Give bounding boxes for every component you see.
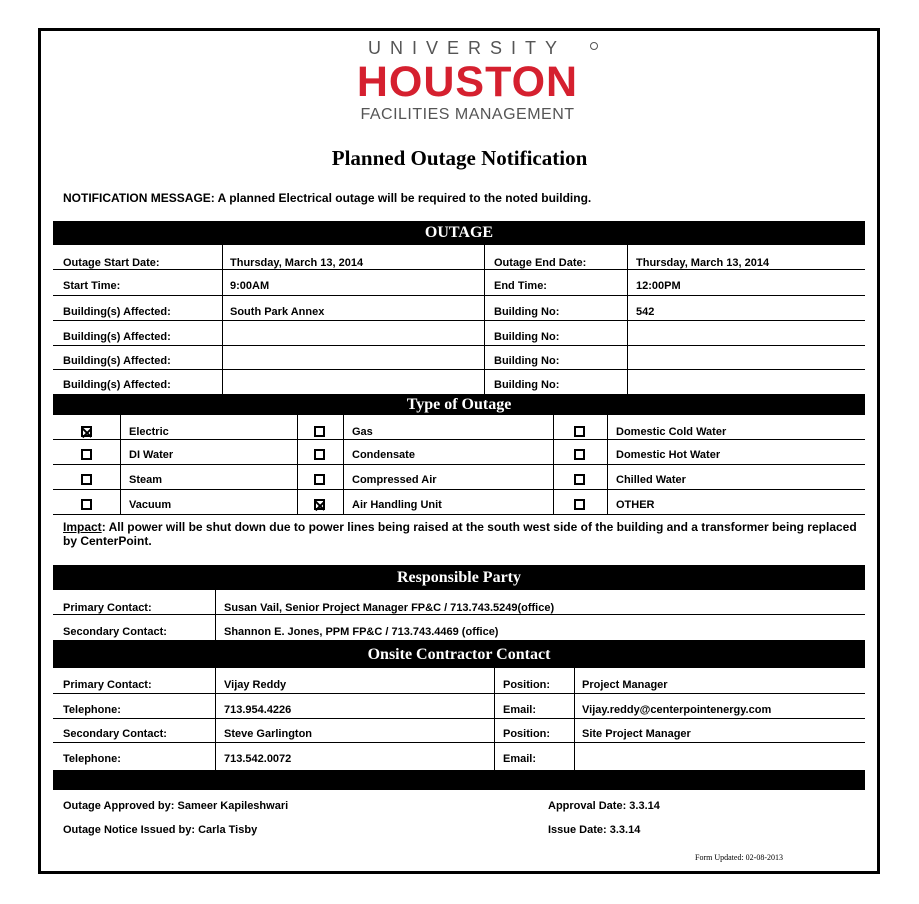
onsite-secondary-value: Steve Garlington [224, 728, 313, 740]
responsible-secondary-value: Shannon E. Jones, PPM FP&C / 713.743.4469 (office) [224, 626, 499, 638]
type-label-air-handling-unit: Air Handling Unit [352, 499, 442, 511]
divider [574, 668, 575, 770]
row-line [53, 742, 865, 743]
type-label-chilled-water: Chilled Water [616, 474, 686, 486]
end-time-label: End Time: [494, 280, 547, 292]
row-line [53, 464, 865, 465]
logo-facilities: FACILITIES MANAGEMENT [360, 106, 575, 123]
page-title: Planned Outage Notification [331, 146, 588, 170]
type-label-di-water: DI Water [129, 449, 174, 461]
responsible-primary-label: Primary Contact: [63, 602, 152, 614]
impact-text: : All power will be shut down due to power lines being raised at the south west side of the building and a transformer being replaced by CenterPoint. [63, 520, 857, 548]
onsite-position-value: Project Manager [582, 679, 668, 691]
building-no-label: Building No: [494, 331, 560, 343]
section-separator-bar [53, 770, 865, 790]
divider [494, 668, 495, 770]
checkbox-di-water[interactable] [81, 449, 92, 460]
building-no-label: Building No: [494, 355, 560, 367]
building-no-label: Building No: [494, 379, 560, 391]
building-label: Building(s) Affected: [63, 306, 171, 318]
row-line [53, 345, 865, 346]
onsite-position2-label: Position: [503, 728, 551, 740]
form-updated: Form Updated: 02-08-2013 [695, 853, 783, 862]
divider [215, 590, 216, 640]
checkbox-other[interactable] [574, 499, 585, 510]
end-time-value: 12:00PM [636, 280, 681, 292]
start-date-label: Outage Start Date: [63, 257, 160, 269]
row-line [53, 439, 865, 440]
checkbox-domestic-cold-water[interactable] [574, 426, 585, 437]
row-line [53, 269, 865, 270]
checkbox-electric[interactable] [81, 426, 92, 437]
divider [215, 668, 216, 770]
issue-date: Issue Date: 3.3.14 [548, 824, 641, 836]
checkbox-steam[interactable] [81, 474, 92, 485]
onsite-email-value: Vijay.reddy@centerpointenergy.com [582, 704, 772, 716]
checkbox-chilled-water[interactable] [574, 474, 585, 485]
building-label: Building(s) Affected: [63, 331, 171, 343]
onsite-telephone-label: Telephone: [63, 704, 121, 716]
onsite-email-label: Email: [503, 704, 537, 716]
onsite-primary-value: Vijay Reddy [224, 679, 287, 691]
onsite-primary-label: Primary Contact: [63, 679, 152, 691]
row-line [53, 489, 865, 490]
type-label-other: OTHER [616, 499, 655, 511]
checkbox-domestic-hot-water[interactable] [574, 449, 585, 460]
checkbox-gas[interactable] [314, 426, 325, 437]
responsible-primary-value: Susan Vail, Senior Project Manager FP&C / 713.743.5249(office) [224, 602, 555, 614]
type-label-domestic-hot-water: Domestic Hot Water [616, 449, 721, 461]
onsite-position-label: Position: [503, 679, 551, 691]
start-time-value: 9:00AM [230, 280, 270, 292]
building-no-label: Building No: [494, 306, 560, 318]
type-label-domestic-cold-water: Domestic Cold Water [616, 426, 727, 438]
building-no-value: 542 [636, 306, 655, 318]
onsite-telephone-value: 713.954.4226 [224, 704, 292, 716]
onsite-telephone2-label: Telephone: [63, 753, 121, 765]
onsite-position2-value: Site Project Manager [582, 728, 691, 740]
end-date-value: Thursday, March 13, 2014 [636, 257, 770, 269]
type-label-condensate: Condensate [352, 449, 415, 461]
onsite-email2-label: Email: [503, 753, 537, 765]
checkbox-compressed-air[interactable] [314, 474, 325, 485]
row-line [53, 514, 865, 515]
responsible-secondary-label: Secondary Contact: [63, 626, 167, 638]
checkbox-air-handling-unit[interactable] [314, 499, 325, 510]
type-label-electric: Electric [129, 426, 169, 438]
onsite-telephone2-value: 713.542.0072 [224, 753, 292, 765]
end-date-label: Outage End Date: [494, 257, 587, 269]
notification-message: NOTIFICATION MESSAGE: A planned Electrical outage will be required to the noted building. [63, 191, 592, 205]
row-line [53, 320, 865, 321]
type-label-steam: Steam [129, 474, 163, 486]
impact-statement [63, 520, 863, 548]
type-label-vacuum: Vacuum [129, 499, 172, 511]
building-label: Building(s) Affected: [63, 379, 171, 391]
onsite-secondary-label: Secondary Contact: [63, 728, 167, 740]
logo-university: UNIVERSITY [367, 38, 567, 58]
approved-by: Outage Approved by: Sameer Kapileshwari [63, 800, 289, 812]
approval-date: Approval Date: 3.3.14 [548, 800, 660, 812]
impact-label: Impact [63, 520, 102, 534]
row-line [53, 693, 865, 694]
row-line [53, 614, 865, 615]
checkbox-vacuum[interactable] [81, 499, 92, 510]
section-onsite-contractor: Onsite Contractor Contact [53, 640, 865, 668]
section-responsible-party: Responsible Party [53, 565, 865, 590]
row-line [53, 369, 865, 370]
row-line [53, 718, 865, 719]
building-label: Building(s) Affected: [63, 355, 171, 367]
row-line [53, 295, 865, 296]
building-value: South Park Annex [230, 306, 325, 318]
start-time-label: Start Time: [63, 280, 121, 292]
section-type-of-outage: Type of Outage [53, 394, 865, 415]
section-outage: OUTAGE [53, 221, 865, 245]
issued-by: Outage Notice Issued by: Carla Tisby [63, 824, 258, 836]
logo-dot-icon [590, 42, 598, 50]
type-label-compressed-air: Compressed Air [352, 474, 437, 486]
checkbox-condensate[interactable] [314, 449, 325, 460]
type-label-gas: Gas [352, 426, 373, 438]
logo-houston: HOUSTON [356, 58, 579, 106]
start-date-value: Thursday, March 13, 2014 [230, 257, 364, 269]
